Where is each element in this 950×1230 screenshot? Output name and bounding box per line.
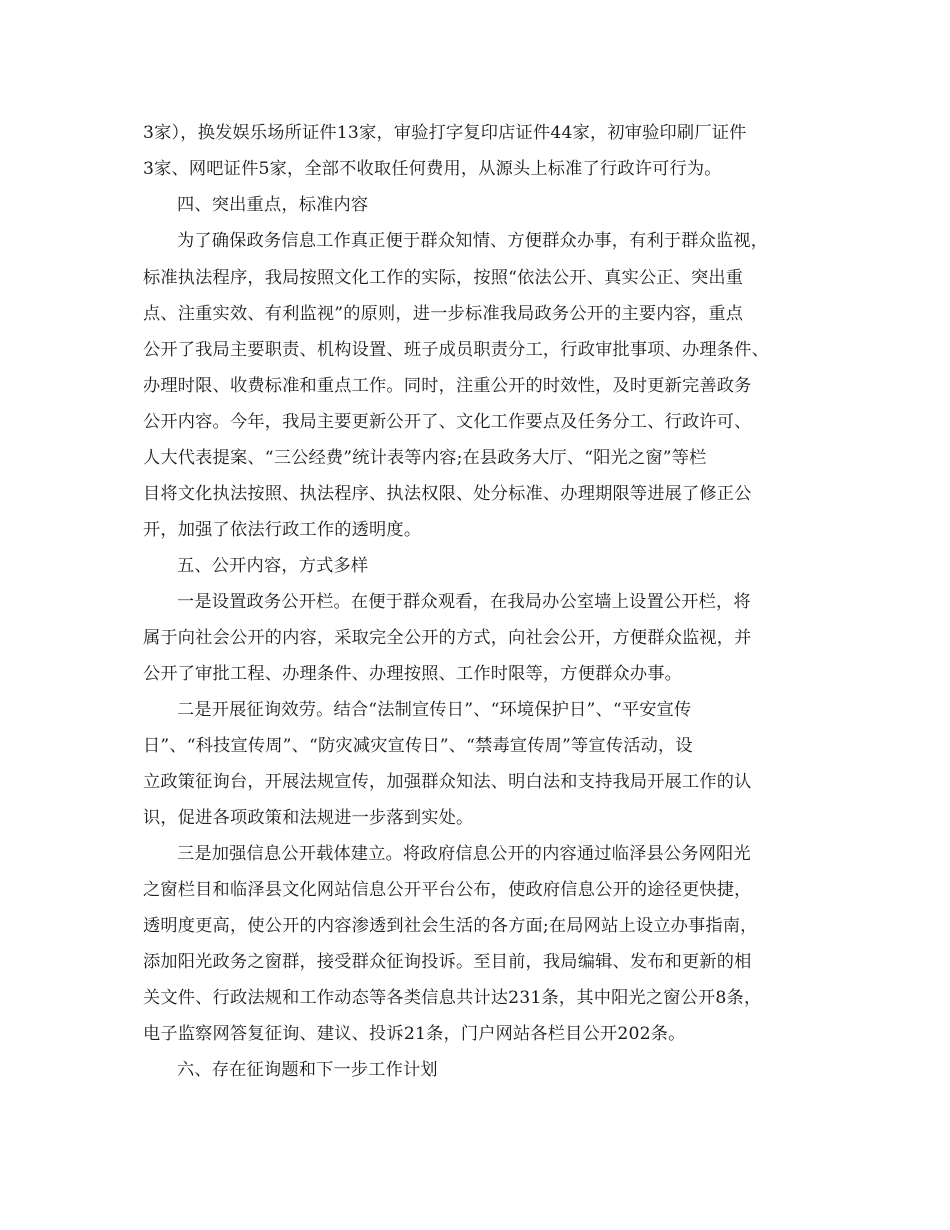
paragraph-line: 3家），换发娱乐场所证件13家，审验打字复印店证件44家，初审验印刷厂证件 <box>143 123 747 143</box>
section-heading: 四、突出重点，标准内容 <box>177 195 369 215</box>
paragraph-line: 关文件、行政法规和工作动态等各类信息共计达231条，其中阳光之窗公开8条， <box>143 988 762 1008</box>
paragraph-line: 立政策征询台，开展法规宣传，加强群众知法、明白法和支持我局开展工作的认 <box>143 772 752 792</box>
paragraph-line: 识，促进各项政策和法规进一步落到实处。 <box>143 808 474 828</box>
paragraph-line: 属于向社会公开的内容，采取完全公开的方式，向社会公开，方便群众监视，并 <box>143 628 752 648</box>
paragraph-line: 一是设置政务公开栏。在便于群众观看，在我局办公室墙上设置公开栏，将 <box>177 592 751 612</box>
paragraph-line: 电子监察网答复征询、建议、投诉21条，门户网站各栏目公开202条。 <box>143 1024 686 1044</box>
paragraph-line: 之窗栏目和临泽县文化网站信息公开平台公布，使政府信息公开的途径更快捷， <box>143 880 752 900</box>
paragraph-line: 添加阳光政务之窗群，接受群众征询投诉。至目前，我局编辑、发布和更新的相 <box>143 952 752 972</box>
paragraph-line: 公开内容。今年，我局主要更新公开了、文化工作要点及任务分工、行政许可、 <box>143 412 752 432</box>
paragraph-line: 日”、“科技宣传周”、“防灾减灾宣传日”、“禁毒宣传周”等宣传活动，设 <box>143 736 693 756</box>
paragraph-line: 为了确保政务信息工作真正便于群众知情、方便群众办事，有利于群众监视， <box>177 231 769 251</box>
paragraph-line: 3家、网吧证件5家，全部不收取任何费用，从源头上标准了行政许可行为。 <box>143 159 722 179</box>
paragraph-line: 二是开展征询效劳。结合“法制宣传日”、“环境保护日”、“平安宣传 <box>177 700 692 720</box>
section-heading: 五、公开内容，方式多样 <box>177 556 369 576</box>
paragraph-line: 点、注重实效、有利监视”的原则，进一步标准我局政务公开的主要内容，重点 <box>143 304 744 324</box>
section-heading: 六、存在征询题和下一步工作计划 <box>177 1060 438 1080</box>
paragraph-line: 办理时限、收费标准和重点工作。同时，注重公开的时效性，及时更新完善政务 <box>143 376 752 396</box>
paragraph-line: 三是加强信息公开载体建立。将政府信息公开的内容通过临泽县公务网阳光 <box>177 844 751 864</box>
paragraph-line: 开，加强了依法行政工作的透明度。 <box>143 520 422 540</box>
paragraph-line: 人大代表提案、“三公经费”统计表等内容;在县政务大厅、“阳光之窗”等栏 <box>143 448 707 468</box>
paragraph-line: 透明度更高，使公开的内容渗透到社会生活的各方面;在局网站上设立办事指南， <box>143 916 758 936</box>
paragraph-line: 目将文化执法按照、执法程序、执法权限、处分标准、办理期限等进展了修正公 <box>143 484 752 504</box>
paragraph-line: 公开了审批工程、办理条件、办理按照、工作时限等，方便群众办事。 <box>143 664 683 684</box>
paragraph-line: 标准执法程序，我局按照文化工作的实际，按照“依法公开、真实公正、突出重 <box>143 268 744 288</box>
paragraph-line: 公开了我局主要职责、机构设置、班子成员职责分工，行政审批事项、办理条件、 <box>143 340 769 360</box>
